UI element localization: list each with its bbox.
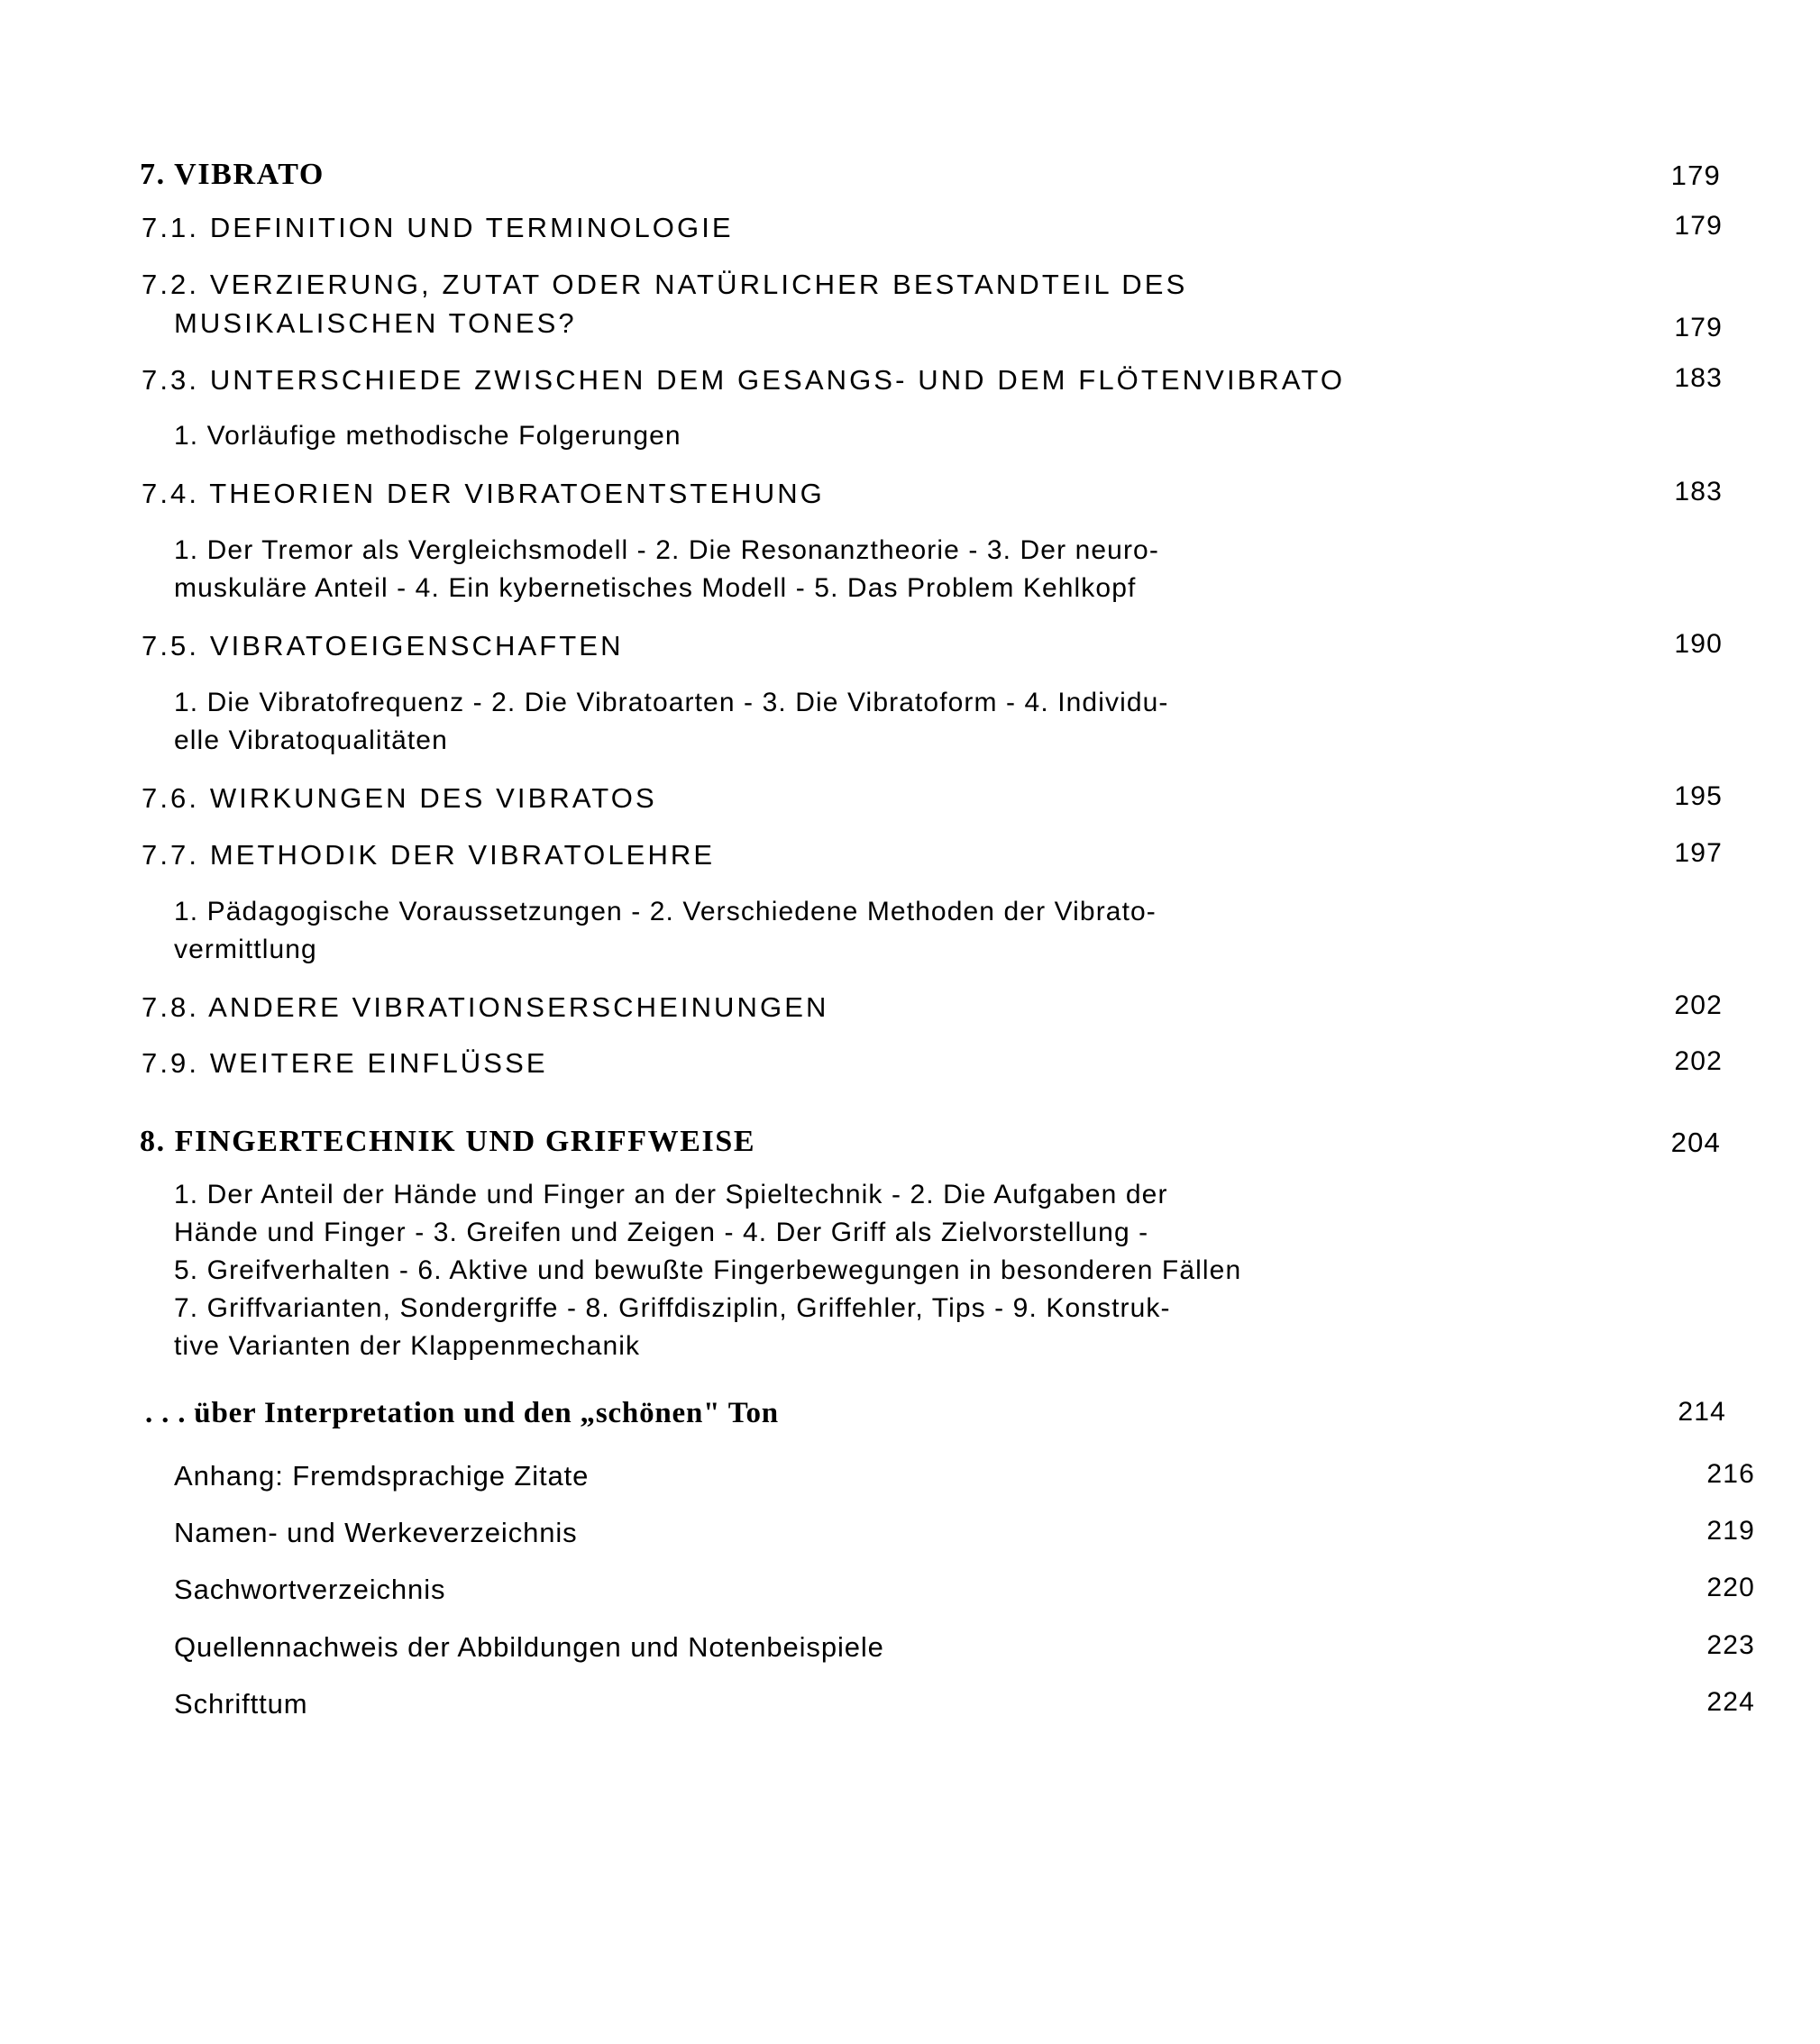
toc-entry-section-7-4[interactable] (140, 475, 1723, 514)
spacer (140, 1101, 1721, 1125)
sachwortverzeichnis-title: Sachwortverzeichnis (174, 1574, 446, 1606)
chapter-8-title: 8. FINGERTECHNIK UND GRIFFWEISE (140, 1125, 756, 1159)
subentry-line: 1. Der Tremor als Vergleichsmodell - 2. Die Resonanztheorie - 3. Der neuro- (174, 535, 1159, 566)
section-7-3-subentries (140, 417, 1598, 455)
chapter-7-title: 7. VIBRATO (140, 158, 325, 191)
section-7-2-title (142, 266, 1187, 343)
section-7-2-page: 179 (1674, 312, 1723, 342)
quellennachweis-page: 223 (1706, 1629, 1755, 1660)
namen-werkeverzeichnis-page: 219 (1706, 1516, 1755, 1547)
section-7-5-subentries (140, 684, 1598, 760)
subentry-line: 5. Greifverhalten - 6. Aktive und bewußte Fingerbewegungen in besonderen Fällen (174, 1255, 1242, 1286)
toc-entry-namen-werkeverzeichnis[interactable] (140, 1516, 1755, 1549)
section-7-7-title: 7.7. METHODIK DER VIBRATOLEHRE (142, 838, 716, 871)
toc-entry-chapter-8[interactable] (140, 1125, 1721, 1158)
toc-entry-section-7-6[interactable] (140, 780, 1723, 818)
anhang-title: Anhang: Fremdsprachige Zitate (174, 1460, 590, 1492)
subentry-line: 1. Vorläufige methodische Folgerungen (174, 421, 681, 452)
section-7-6-title: 7.6. WIRKUNGEN DES VIBRATOS (142, 781, 657, 814)
toc-entry-section-7-8[interactable] (140, 989, 1723, 1027)
table-of-contents (140, 158, 1755, 1720)
section-7-9-page: 202 (1674, 1046, 1723, 1077)
subentry-line: elle Vibratoqualitäten (174, 725, 448, 755)
quellennachweis-title: Quellennachweis der Abbildungen und Notenbeispiele (174, 1630, 884, 1663)
subentry-line: tive Varianten der Klappenmechanik (174, 1331, 641, 1362)
toc-entry-section-7-7[interactable] (140, 836, 1723, 875)
subentry-line: 7. Griffvarianten, Sondergriffe - 8. Griffdisziplin, Griffehler, Tips - 9. Konstruk- (174, 1293, 1171, 1324)
section-7-5-page: 190 (1674, 629, 1723, 660)
section-7-2-title-line-1: 7.2. VERZIERUNG, ZUTAT ODER NATÜRLICHER BESTANDTEIL DES (142, 269, 1188, 301)
toc-entry-quellennachweis[interactable] (140, 1630, 1755, 1664)
toc-entry-sachwortverzeichnis[interactable] (140, 1573, 1755, 1606)
toc-entry-section-7-3[interactable] (140, 361, 1723, 400)
chapter-7-page: 179 (1670, 160, 1721, 191)
toc-entry-section-7-2[interactable] (140, 266, 1723, 343)
toc-entry-schrifttum[interactable] (140, 1687, 1755, 1720)
toc-entry-chapter-7[interactable] (140, 158, 1721, 191)
schrifttum-page: 224 (1706, 1686, 1755, 1717)
subentry-line: Hände und Finger - 3. Greifen und Zeigen - 4. Der Griff als Zielvorstellung - (174, 1218, 1149, 1248)
anhang-page: 216 (1706, 1459, 1755, 1490)
toc-entry-section-7-5[interactable] (140, 627, 1723, 666)
namen-werkeverzeichnis-title: Namen- und Werkeverzeichnis (174, 1517, 578, 1549)
schrifttum-title: Schrifttum (174, 1687, 308, 1720)
subentry-line: 1. Die Vibratofrequenz - 2. Die Vibratoarten - 3. Die Vibratoform - 4. Individu- (174, 687, 1169, 717)
section-7-9-title: 7.9. WEITERE EINFLÜSSE (142, 1047, 548, 1080)
section-7-1-page: 179 (1674, 211, 1723, 242)
toc-entry-section-7-1[interactable] (140, 209, 1723, 248)
section-7-8-page: 202 (1674, 990, 1723, 1020)
subentry-line: 1. Der Anteil der Hände und Finger an der Spieltechnik - 2. Die Aufgaben der (174, 1180, 1168, 1210)
section-7-7-page: 197 (1674, 837, 1723, 868)
subentry-line: vermittlung (174, 934, 317, 964)
chapter-8-subentries (140, 1176, 1598, 1365)
toc-entry-anhang[interactable] (140, 1459, 1755, 1492)
section-7-3-title: 7.3. UNTERSCHIEDE ZWISCHEN DEM GESANGS- UND DEM FLÖTENVIBRATO (142, 363, 1346, 396)
section-7-4-subentries (140, 532, 1598, 607)
essay-page: 214 (1678, 1397, 1726, 1428)
essay-title: . . . über Interpretation und den „schönen" Ton (145, 1397, 779, 1430)
section-7-3-page: 183 (1674, 362, 1723, 393)
section-7-7-subentries (140, 893, 1598, 969)
section-7-4-page: 183 (1674, 477, 1723, 507)
chapter-8-page: 204 (1670, 1127, 1721, 1159)
toc-entry-essay[interactable] (140, 1396, 1726, 1432)
section-7-8-title: 7.8. ANDERE VIBRATIONSERSCHEINUNGEN (142, 990, 829, 1023)
section-7-2-title-line-2: MUSIKALISCHEN TONES? (174, 306, 577, 339)
section-7-5-title: 7.5. VIBRATOEIGENSCHAFTEN (142, 630, 624, 662)
section-7-6-page: 195 (1674, 780, 1723, 811)
subentry-line: muskuläre Anteil - 4. Ein kybernetisches Modell - 5. Das Problem Kehlkopf (174, 573, 1137, 604)
subentry-line: 1. Pädagogische Voraussetzungen - 2. Verschiedene Methoden der Vibrato- (174, 896, 1157, 926)
section-7-1-title: 7.1. DEFINITION UND TERMINOLOGIE (142, 212, 734, 244)
toc-entry-section-7-9[interactable] (140, 1045, 1723, 1083)
sachwortverzeichnis-page: 220 (1706, 1573, 1755, 1603)
section-7-4-title: 7.4. THEORIEN DER VIBRATOENTSTEHUNG (142, 478, 825, 510)
